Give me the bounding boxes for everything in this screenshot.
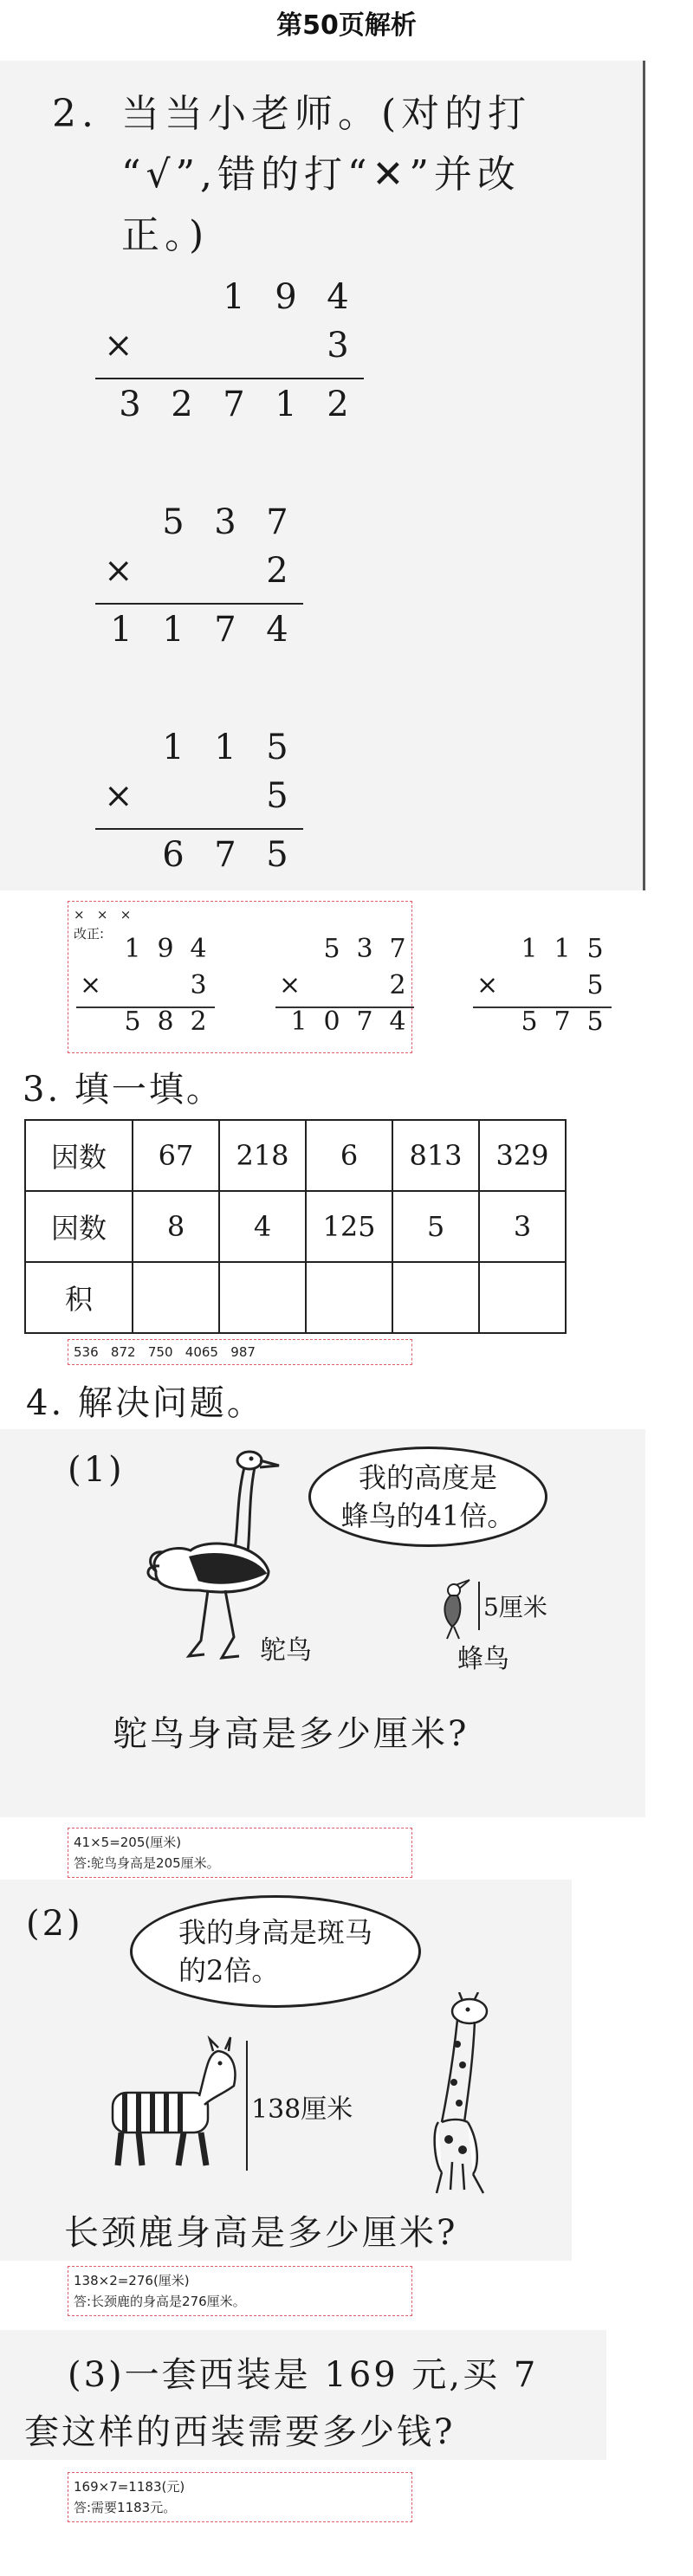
p3-mult: 5	[266, 776, 288, 816]
problem-1	[95, 277, 364, 485]
table-cell[interactable]	[133, 1262, 219, 1333]
q4-p2-label: (2)	[26, 1904, 83, 1944]
answer-line: 138×2=276(厘米)	[74, 2273, 190, 2288]
q3-table	[24, 1119, 567, 1334]
correction-2: 5 3 7 × 2 1 0 7 4	[275, 934, 414, 1055]
page-title: 第50页解析	[276, 10, 417, 41]
answer-line: 41×5=205(厘米)	[74, 1835, 182, 1850]
p1-rule	[95, 378, 364, 379]
p1-result: 3 2 7 1 2	[119, 385, 349, 424]
giraffe-illustration	[407, 1992, 520, 2200]
table-cell[interactable]	[392, 1262, 479, 1333]
problem-2	[95, 502, 303, 676]
q4-p3-line1: (3)一套西装是 169 元,买 7	[68, 2355, 539, 2395]
scan-edge	[643, 61, 645, 890]
bird-label: 蜂鸟	[457, 1644, 509, 1674]
q3-title: 3. 填一填。	[23, 1070, 223, 1110]
q2-line1: 当当小老师。(对的打	[121, 92, 532, 136]
q2-line2: “√”,错的打“✕”并改	[121, 152, 521, 197]
table-cell[interactable]	[479, 1262, 566, 1333]
speech-bubble-ostrich: 我的高度是 蜂鸟的41倍。	[308, 1447, 547, 1547]
q2-scan	[0, 61, 645, 890]
q2-number: 2.	[52, 92, 99, 136]
problem-3	[95, 728, 303, 892]
p2-rule	[95, 603, 303, 605]
table-head: 积	[25, 1262, 133, 1333]
q4-p1-question: 鸵鸟身高是多少厘米?	[113, 1714, 470, 1754]
p3-op: ×	[104, 776, 133, 816]
table-row	[25, 1120, 566, 1191]
q4-p1-label: (1)	[68, 1450, 125, 1490]
p2-mult: 2	[266, 551, 288, 591]
answer-line: 答:需要1183元。	[74, 2500, 177, 2515]
q4-p3-line2: 套这样的西装需要多少钱?	[24, 2412, 456, 2452]
q4-p2-scan	[0, 1880, 572, 2261]
p3-result: 6 7 5	[162, 835, 288, 875]
table-cell[interactable]	[306, 1262, 392, 1333]
p3-top: 1 1 5	[162, 728, 288, 767]
table-cell: 6	[306, 1120, 392, 1191]
bird-height-label: 5厘米	[483, 1593, 547, 1621]
answer-marks: × × ×	[74, 907, 132, 922]
table-cell: 329	[479, 1120, 566, 1191]
p1-top: 1 9 4	[223, 277, 349, 317]
p1-mult: 3	[327, 326, 349, 366]
ostrich-label: 鸵鸟	[260, 1635, 312, 1666]
table-head: 因数	[25, 1120, 133, 1191]
p2-top: 5 3 7	[162, 502, 288, 542]
zebra-height-marker	[246, 2041, 248, 2171]
table-cell: 218	[219, 1120, 306, 1191]
answer-line: 169×7=1183(元)	[74, 2479, 185, 2495]
zebra-height-label: 138厘米	[251, 2094, 353, 2125]
table-cell: 67	[133, 1120, 219, 1191]
hummingbird-illustration	[431, 1575, 483, 1644]
q4-p2-answer-box	[68, 2266, 412, 2316]
table-cell: 4	[219, 1191, 306, 1262]
answer-line: 答:长颈鹿的身高是276厘米。	[74, 2294, 246, 2309]
correction-1: 1 9 4 × 3 5 8 2	[76, 934, 215, 1055]
answer-label: 改正:	[74, 926, 105, 942]
speech-bubble-giraffe: 我的身高是斑马 的2倍。	[130, 1895, 421, 2008]
q4-title: 4. 解决问题。	[26, 1383, 264, 1423]
answer-line: 答:鸵鸟身高是205厘米。	[74, 1855, 220, 1871]
q4-p1-scan	[0, 1429, 645, 1817]
table-row	[25, 1191, 566, 1262]
q3-answer-box: 536 872 750 4065 987	[68, 1339, 412, 1365]
zebra-illustration	[104, 2036, 251, 2183]
height-marker	[478, 1582, 480, 1630]
correction-3: 1 1 5 × 5 5 7 5	[473, 934, 612, 1055]
table-row	[25, 1262, 566, 1333]
table-cell: 8	[133, 1191, 219, 1262]
table-cell[interactable]	[219, 1262, 306, 1333]
table-cell: 813	[392, 1120, 479, 1191]
table-cell: 3	[479, 1191, 566, 1262]
p1-op: ×	[104, 326, 133, 366]
p2-op: ×	[104, 551, 133, 591]
table-cell: 5	[392, 1191, 479, 1262]
p3-rule	[95, 828, 303, 830]
q4-p3-answer-box	[68, 2472, 412, 2522]
q2-line3: 正。)	[121, 213, 210, 257]
q4-p3-scan	[0, 2330, 606, 2460]
q4-p2-question: 长颈鹿身高是多少厘米?	[64, 2213, 458, 2253]
table-head: 因数	[25, 1191, 133, 1262]
p2-result: 1 1 7 4	[110, 610, 288, 650]
table-cell: 125	[306, 1191, 392, 1262]
q4-p1-answer-box	[68, 1828, 412, 1878]
